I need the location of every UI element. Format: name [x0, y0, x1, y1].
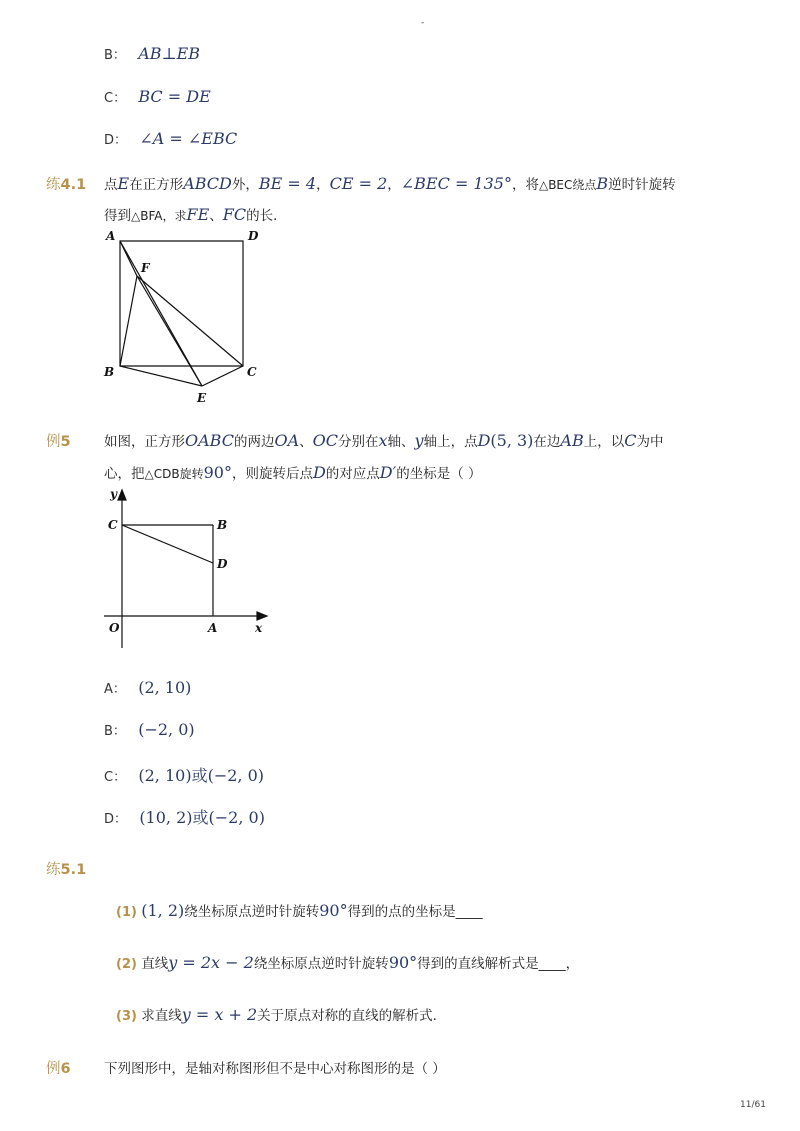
tag-prefix: 例 [46, 1061, 61, 1077]
math: OABC [185, 431, 234, 450]
math: FC [222, 205, 247, 224]
option-label: D： [104, 133, 128, 148]
example-5-option-a [104, 678, 191, 697]
label-x: x [255, 621, 263, 635]
text: 在正方形 [129, 177, 184, 193]
label-b: B [104, 365, 115, 379]
segment-ae [120, 241, 202, 386]
math: 90° [388, 953, 418, 972]
math: (5, 3) [490, 431, 534, 450]
math: y [414, 431, 424, 450]
item-number: (2) [116, 957, 137, 972]
math: OC [312, 431, 338, 450]
math: y = x + 2 [181, 1005, 258, 1024]
label-c: C [247, 365, 257, 379]
math: D′ [379, 463, 397, 482]
label-d: D [217, 557, 228, 571]
option-label: B： [104, 724, 126, 739]
label-a: A [208, 621, 218, 635]
square-abcd [120, 241, 243, 366]
example-5-option-d [104, 805, 265, 828]
label-e: E [197, 391, 207, 405]
math: E [117, 174, 130, 193]
text: 绕坐标原点逆时针旋转 [184, 904, 320, 920]
text: 逆时针旋转 [608, 177, 676, 193]
text: 的长． [246, 208, 287, 224]
text: 直线 [141, 956, 169, 972]
segment-cd [122, 525, 213, 563]
text: △BEC绕点 [538, 178, 597, 192]
math: 90° [319, 901, 348, 920]
segment-be [120, 366, 202, 386]
label-y: y [110, 487, 117, 501]
math: FE [186, 205, 210, 224]
option-text: (2, 10)或(−2, 0) [138, 766, 264, 785]
math: ABCD [183, 174, 232, 193]
top-mark: - [421, 18, 425, 28]
text: 外， [231, 177, 259, 193]
text: 上，以 [583, 434, 625, 450]
text: 轴上，点 [423, 434, 478, 450]
text: △BFA，求 [131, 209, 187, 223]
example-5-line-2 [104, 462, 482, 482]
text: 的对应点 [325, 466, 380, 482]
example-5-option-b [104, 720, 195, 739]
exercise-5-1-item-1 [116, 900, 483, 920]
item-number: (1) [116, 905, 137, 920]
tag-number: 5.1 [60, 862, 87, 878]
text: 绕坐标原点逆时针旋转 [253, 956, 389, 972]
page-number: 11/61 [740, 1100, 766, 1110]
tag-number: 6 [60, 1061, 71, 1077]
text: 为中 [636, 434, 664, 450]
option-text: (10, 2)或(−2, 0) [139, 808, 265, 827]
label-a: A [106, 229, 116, 243]
text: 分别在 [338, 434, 379, 450]
math: CE = 2 [329, 174, 388, 193]
text: △CDB旋转 [144, 467, 204, 481]
text: ，则旋转后点 [231, 466, 313, 482]
exercise-4-1-figure [98, 224, 268, 409]
text: 求直线 [141, 1008, 182, 1024]
text: 如图，正方形 [104, 434, 185, 450]
prev-option-d [104, 129, 237, 148]
example-5-figure [100, 486, 275, 656]
exercise-5-1-item-2 [116, 952, 579, 972]
item-number: (3) [116, 1009, 137, 1024]
example-5-option-c [104, 763, 264, 786]
prev-option-b [104, 44, 200, 63]
label-d: D [248, 229, 259, 243]
option-label: D： [104, 812, 128, 827]
segment-ec [202, 366, 243, 386]
math: ∠BEC = 135° [400, 174, 512, 193]
text: 得到 [104, 208, 131, 224]
math: D [477, 431, 491, 450]
math: y = 2x − 2 [168, 953, 254, 972]
text: ， [316, 177, 330, 193]
option-label: C： [104, 770, 127, 785]
prev-option-c [104, 87, 211, 106]
y-axis-arrow [118, 490, 126, 500]
tag-prefix: 练 [46, 862, 61, 878]
option-text: (2, 10) [138, 678, 192, 697]
text: 得到的点的坐标是____ [347, 904, 483, 920]
example-5-tag [46, 430, 71, 451]
x-axis-arrow [257, 612, 267, 620]
option-text: (−2, 0) [138, 720, 195, 739]
exercise-5-1-item-3 [116, 1004, 446, 1024]
tag-prefix: 练 [46, 177, 61, 193]
option-label: B： [104, 48, 126, 63]
exercise-4-1-tag [46, 173, 86, 194]
text: 点 [104, 177, 118, 193]
math: x [378, 431, 388, 450]
text: 得到的直线解析式是____， [417, 956, 580, 972]
text: 关于原点对称的直线的解析式． [257, 1008, 447, 1024]
text: 轴、 [387, 434, 415, 450]
math: BE = 4 [258, 174, 317, 193]
label-b: B [217, 518, 228, 532]
math: B [596, 174, 609, 193]
math: OA [274, 431, 300, 450]
text: 的两边 [233, 434, 275, 450]
label-c: C [108, 518, 118, 532]
math: D [312, 463, 326, 482]
segment-fc [137, 276, 243, 366]
label-o: O [109, 621, 120, 635]
tag-number: 5 [60, 434, 71, 450]
text: 、 [209, 208, 223, 224]
option-label: A： [104, 682, 126, 697]
text: 、 [299, 434, 313, 450]
example-6-tag [46, 1057, 71, 1078]
tag-number: 4.1 [60, 177, 87, 193]
math: (1, 2) [141, 901, 185, 920]
option-label: C： [104, 91, 127, 106]
math: AB [560, 431, 584, 450]
tag-prefix: 例 [46, 434, 61, 450]
exercise-5-1-tag [46, 858, 86, 879]
option-text: AB⊥EB [138, 44, 201, 63]
exercise-4-1-line-2 [104, 204, 287, 224]
option-text: ∠A = ∠EBC [139, 129, 238, 148]
segment-fb [120, 276, 137, 366]
math: 90° [203, 463, 232, 482]
example-6-question: 下列图形中，是轴对称图形但不是中心对称图形的是（ ） [104, 1061, 446, 1077]
example-5-line-1 [104, 430, 663, 450]
option-text: BC = DE [138, 87, 211, 106]
text: 心，把 [104, 466, 145, 482]
text: ，将 [511, 177, 539, 193]
math: C [624, 431, 637, 450]
exercise-4-1-line-1 [104, 173, 676, 193]
label-f: F [141, 261, 150, 275]
text: ， [387, 177, 401, 193]
text: 的坐标是（ ） [396, 466, 482, 482]
text: 在边 [533, 434, 561, 450]
